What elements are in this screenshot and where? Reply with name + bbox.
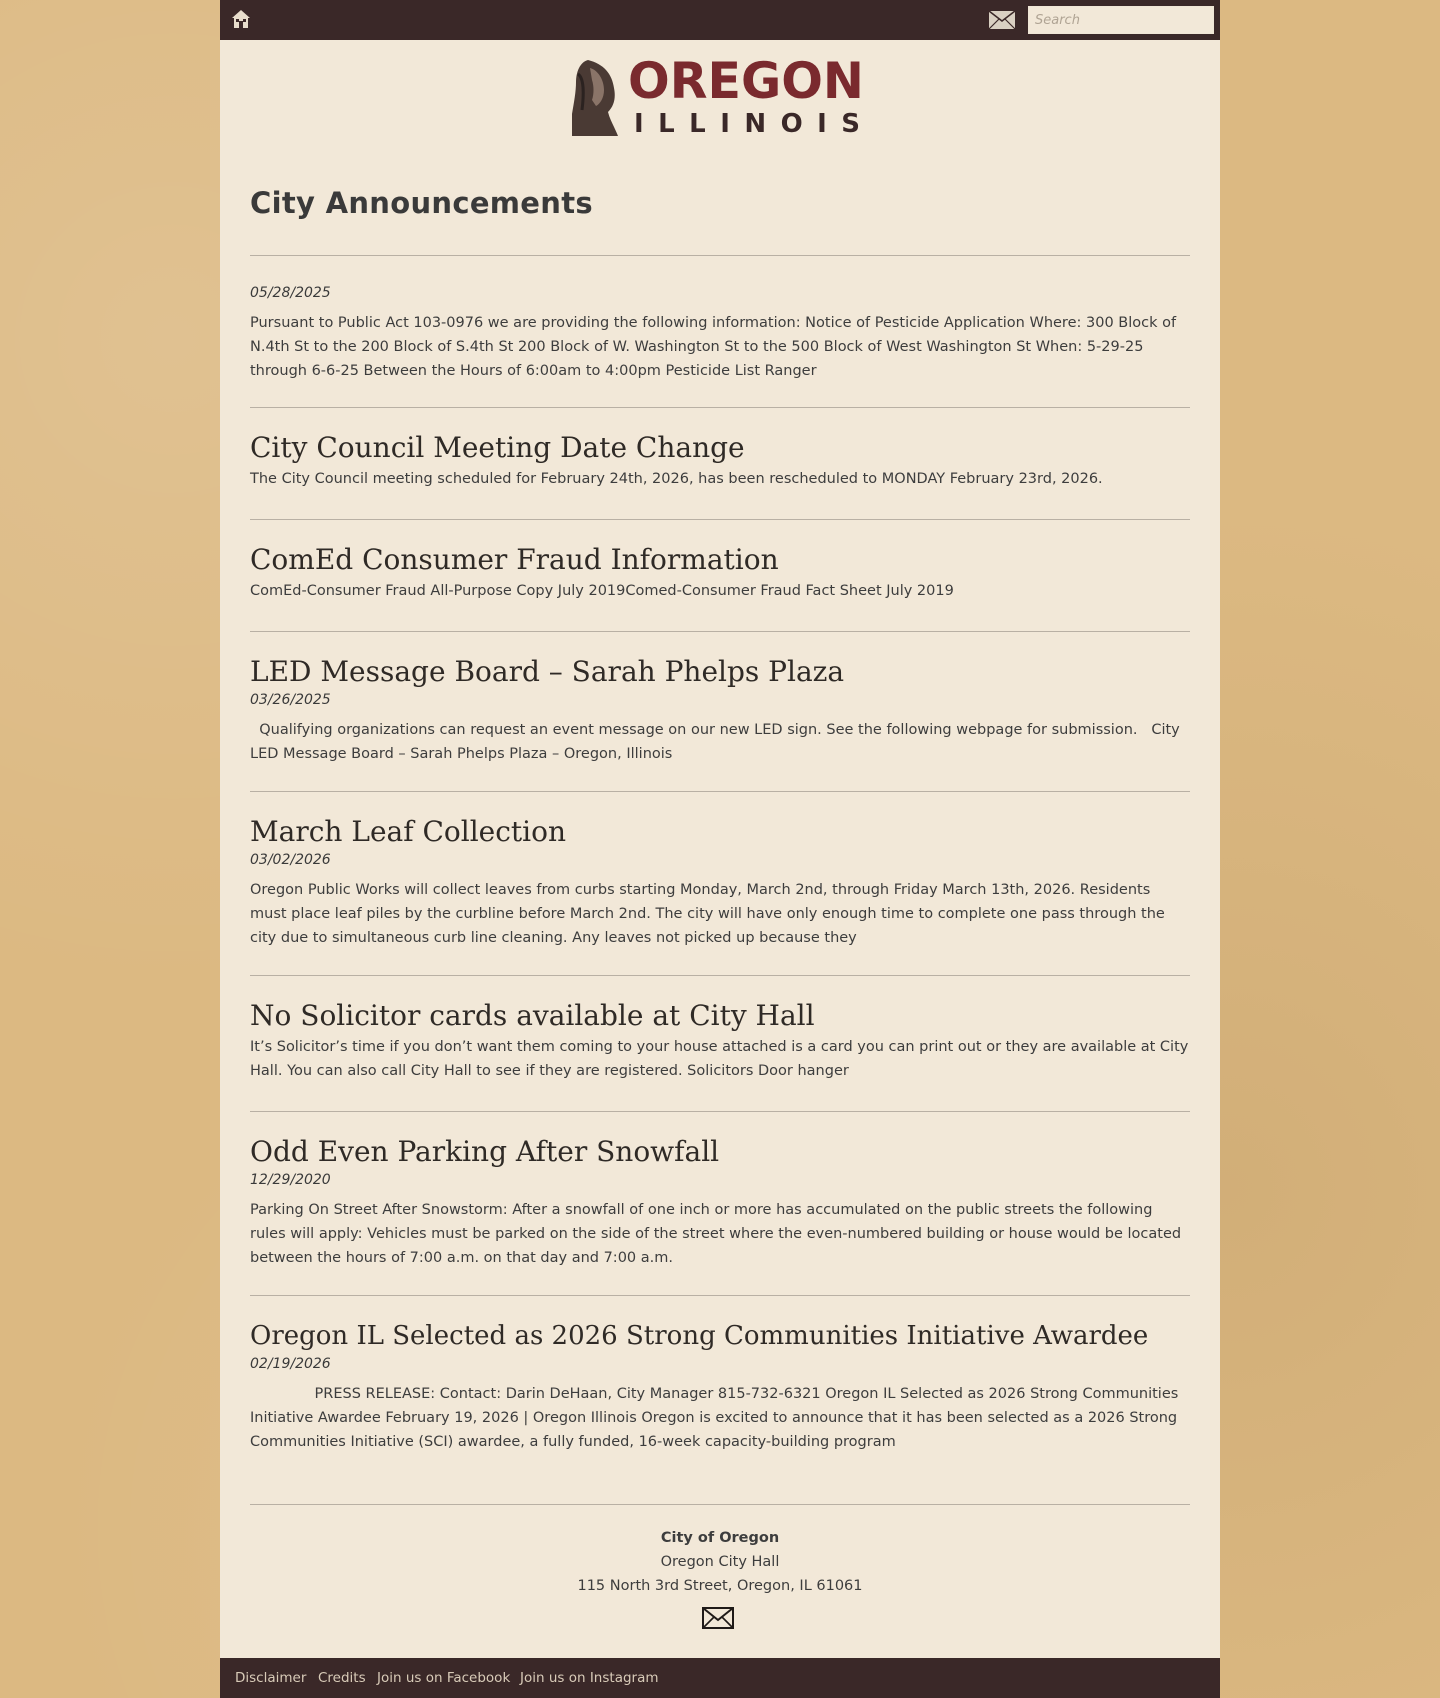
home-icon[interactable]: [230, 8, 252, 30]
announcement-item: [250, 282, 1190, 383]
announcement-item: [250, 815, 1190, 950]
post-excerpt: Oregon Public Works will collect leaves from curbs starting Monday, March 2nd, through Friday March 13th, 2026. Residents must place leaf piles by the curbline before March 2nd. The city will have only enough time to complete one pass through the city due to simultaneous curb line cleaning. Any leaves not picked up because they: [250, 882, 1165, 946]
post-date: 03/02/2026: [250, 852, 331, 868]
divider: [250, 791, 1190, 792]
envelope-icon[interactable]: [702, 1607, 734, 1629]
post-excerpt: Parking On Street After Snowstorm: After a snowfall of one inch or more has accumulated on the public streets the following rules will apply: Vehicles must be parked on the side of the street where the even-numbered building or house would be located between the hours of 7:00 a.m. on that day and 7:00 a.m.: [250, 1202, 1182, 1266]
announcement-item: [250, 543, 1190, 603]
footer-org-name: City of Oregon: [660, 1530, 780, 1546]
city-logo[interactable]: [570, 54, 870, 138]
announcement-item: [250, 999, 1190, 1083]
logo-oregon-text: OREGON: [628, 54, 864, 110]
post-title-link[interactable]: Odd Even Parking After Snowfall: [250, 1135, 720, 1168]
divider: [250, 1504, 1190, 1505]
announcement-item: [250, 431, 1190, 491]
footer-link-credits[interactable]: Credits: [318, 1670, 366, 1686]
bottom-bar: [220, 1658, 1220, 1698]
post-title-link[interactable]: Oregon IL Selected as 2026 Strong Communities Initiative Awardee: [250, 1321, 1149, 1351]
footer-contact: [220, 1526, 1220, 1598]
divider: [250, 1111, 1190, 1112]
announcement-item: [250, 655, 1190, 766]
post-date: 03/26/2025: [250, 692, 331, 708]
post-title-link[interactable]: No Solicitor cards available at City Hall: [250, 999, 815, 1032]
footer-address: 115 North 3rd Street, Oregon, IL 61061: [577, 1578, 863, 1594]
top-bar: [220, 0, 1220, 40]
page-title: City Announcements: [250, 186, 593, 220]
logo-illinois-text: ILLINOIS: [634, 109, 860, 138]
page-panel: [220, 0, 1220, 1698]
divider: [250, 1295, 1190, 1296]
divider: [250, 255, 1190, 256]
post-title-link[interactable]: ComEd Consumer Fraud Information: [250, 543, 779, 576]
envelope-icon[interactable]: [988, 10, 1016, 30]
post-title-link[interactable]: March Leaf Collection: [250, 815, 567, 848]
post-title-link[interactable]: City Council Meeting Date Change: [250, 431, 745, 464]
chief-portrait-icon: [572, 60, 618, 136]
post-excerpt: PRESS RELEASE: Contact: Darin DeHaan, City Manager 815-732-6321 Oregon IL Selected as 2026 Strong Communities Initiative Awardee February 19, 2026 | Oregon Illinois Oregon is excited to announce that it has been selected as a 2026 Strong Communities Initiative (SCI) awardee, a fully funded, 16-week capacity-building program: [250, 1386, 1183, 1450]
post-excerpt: ComEd-Consumer Fraud All-Purpose Copy July 2019Comed-Consumer Fraud Fact Sheet July 2019: [250, 583, 954, 599]
post-excerpt: The City Council meeting scheduled for February 24th, 2026, has been rescheduled to MONDAY February 23rd, 2026.: [250, 471, 1103, 487]
post-excerpt: It’s Solicitor’s time if you don’t want them coming to your house attached is a card you can print out or they are available at City Hall. You can also call City Hall to see if they are registered. Solicitors Door hanger: [250, 1039, 1189, 1079]
post-date: 12/29/2020: [250, 1172, 331, 1188]
divider: [250, 407, 1190, 408]
footer-link-facebook[interactable]: Join us on Facebook: [377, 1670, 511, 1686]
footer-building: Oregon City Hall: [660, 1554, 780, 1570]
search-input[interactable]: [1028, 6, 1214, 34]
divider: [250, 519, 1190, 520]
divider: [250, 631, 1190, 632]
announcement-item: [250, 1319, 1190, 1454]
post-title-link[interactable]: LED Message Board – Sarah Phelps Plaza: [250, 655, 845, 688]
footer-link-disclaimer[interactable]: Disclaimer: [235, 1670, 307, 1686]
post-date: 05/28/2025: [250, 285, 331, 301]
post-excerpt: Pursuant to Public Act 103-0976 we are providing the following information: Notice of Pesticide Application Where: 300 Block of N.4th St to the 200 Block of S.4th St 200 Block of W. Washington St to the 500 Block of West Washington St When: 5-29-25 through 6-6-25 Between the Hours of 6:00am to 4:00pm Pesticide List Ranger: [250, 315, 1177, 379]
divider: [250, 975, 1190, 976]
post-excerpt: Qualifying organizations can request an event message on our new LED sign. See the following webpage for submission. City LED Message Board – Sarah Phelps Plaza – Oregon, Illinois: [250, 722, 1185, 762]
footer-link-instagram[interactable]: Join us on Instagram: [520, 1670, 659, 1686]
announcement-item: [250, 1135, 1190, 1270]
post-date: 02/19/2026: [250, 1356, 331, 1372]
